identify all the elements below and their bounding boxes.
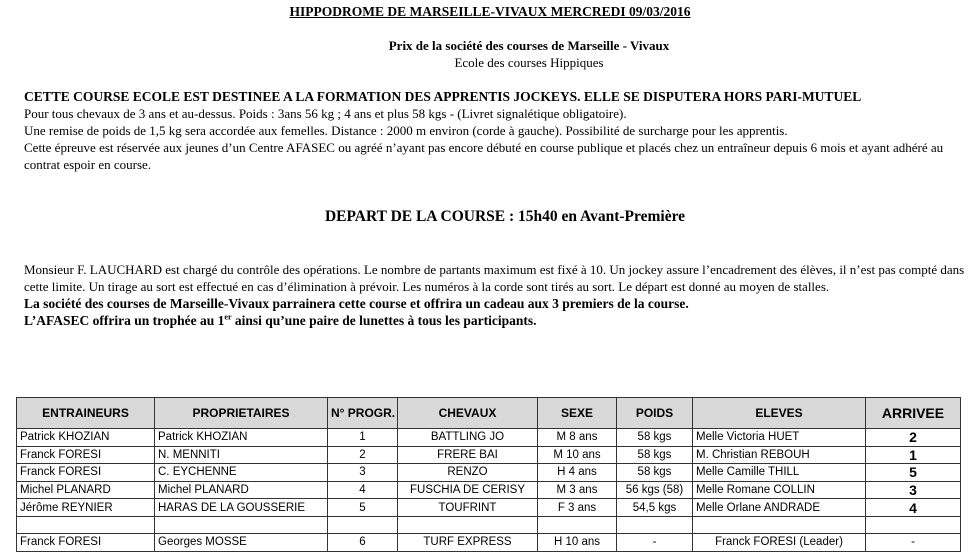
empty-cell (617, 516, 693, 533)
owner-cell: HARAS DE LA GOUSSERIE (155, 499, 328, 517)
student-cell: Melle Victoria HUET (693, 429, 866, 447)
arrival-cell: 3 (866, 481, 961, 499)
table-row (17, 499, 961, 517)
student-cell: Melle Orlane ANDRADE (693, 499, 866, 517)
weight-cell: 58 kgs (617, 464, 693, 482)
trainer-cell: Franck FORESI (17, 464, 155, 482)
horse-cell: FUSCHIA DE CERISY (398, 481, 538, 499)
empty-cell (866, 516, 961, 533)
empty-cell (17, 516, 155, 533)
student-cell: Franck FORESI (Leader) (693, 533, 866, 551)
column-header: CHEVAUX (398, 398, 538, 429)
student-cell: M. Christian REBOUH (693, 446, 866, 464)
empty-cell (398, 516, 538, 533)
owner-cell: Georges MOSSE (155, 533, 328, 551)
conditions-line: Cette épreuve est réservée aux jeunes d’un Centre AFASEC ou agréé n’ayant pas encore débuté en course publique et placés chez un entraîneur depuis 6 mois et ayant adhéré au contrat espoir en course. (24, 140, 944, 172)
race-conditions (24, 88, 974, 173)
departure-time: DEPART DE LA COURSE : 15h40 en Avant-Première (324, 208, 686, 225)
trainer-cell: Jérôme REYNIER (17, 499, 155, 517)
owner-cell: C. EYCHENNE (155, 464, 328, 482)
afasec-superscript: er (224, 312, 232, 322)
arrival-cell: - (866, 533, 961, 551)
operations-paragraph: Monsieur F. LAUCHARD est chargé du contrôle des opérations. Le nombre de partants maximum est fixé à 10. Un jockey assure l’encadrement des élèves, il n’est pas compté dans cette limite. Un tirage au sort est effectué en cas d’élimination à prévoir. Les numéros à la corde sont tirés au sort. Le départ est donné au moyen de stalles. (24, 262, 965, 294)
sponsor-line: La société des courses de Marseille-Vivaux parrainera cette course et offrira un cadeau aux 3 premiers de la course. (24, 296, 689, 311)
trainer-cell: Michel PLANARD (17, 481, 155, 499)
arrival-cell: 1 (866, 446, 961, 464)
student-cell: Melle Romane COLLIN (693, 481, 866, 499)
weight-cell: 56 kgs (58) (617, 481, 693, 499)
owner-cell: N. MENNITI (155, 446, 328, 464)
program-number-cell: 1 (328, 429, 398, 447)
empty-cell (328, 516, 398, 533)
table-row (17, 446, 961, 464)
sex-cell: F 3 ans (538, 499, 617, 517)
leader-row (17, 533, 961, 551)
horse-cell: FRERE BAI (398, 446, 538, 464)
table-row (17, 429, 961, 447)
operations-info (24, 261, 976, 329)
conditions-line: Pour tous chevaux de 3 ans et au-dessus. Poids : 3ans 56 kg ; 4 ans et plus 58 kgs - (Livret signalétique obligatoire). (24, 106, 627, 121)
weight-cell: 54,5 kgs (617, 499, 693, 517)
weight-cell: - (617, 533, 693, 551)
program-number-cell: 2 (328, 446, 398, 464)
empty-cell (693, 516, 866, 533)
page-title: HIPPODROME DE MARSEILLE-VIVAUX MERCREDI 09/03/2016 (289, 4, 691, 19)
table-header-row (17, 398, 961, 429)
sex-cell: M 10 ans (538, 446, 617, 464)
program-number-cell: 5 (328, 499, 398, 517)
owner-cell: Michel PLANARD (155, 481, 328, 499)
horse-cell: TURF EXPRESS (398, 533, 538, 551)
horse-cell: TOUFRINT (398, 499, 538, 517)
empty-cell (155, 516, 328, 533)
sex-cell: H 4 ans (538, 464, 617, 482)
horse-cell: BATTLING JO (398, 429, 538, 447)
column-header: POIDS (617, 398, 693, 429)
horse-cell: RENZO (398, 464, 538, 482)
column-header: PROPRIETAIRES (155, 398, 328, 429)
arrival-cell: 4 (866, 499, 961, 517)
sex-cell: H 10 ans (538, 533, 617, 551)
student-cell: Melle Camille THILL (693, 464, 866, 482)
empty-cell (538, 516, 617, 533)
table-row (17, 481, 961, 499)
weight-cell: 58 kgs (617, 446, 693, 464)
sex-cell: M 8 ans (538, 429, 617, 447)
column-header: ARRIVEE (866, 398, 961, 429)
runners-table (16, 397, 961, 552)
program-number-cell: 4 (328, 481, 398, 499)
trainer-cell: Franck FORESI (17, 446, 155, 464)
program-number-cell: 3 (328, 464, 398, 482)
prize-name: Prix de la société des courses de Marseille - Vivaux (388, 38, 670, 53)
weight-cell: 58 kgs (617, 429, 693, 447)
sex-cell: M 3 ans (538, 481, 617, 499)
afasec-text: L’AFASEC offrira un trophée au 1 (24, 313, 225, 328)
owner-cell: Patrick KHOZIAN (155, 429, 328, 447)
trainer-cell: Patrick KHOZIAN (17, 429, 155, 447)
column-header: ENTRAINEURS (17, 398, 155, 429)
conditions-line: Une remise de poids de 1,5 kg sera accordée aux femelles. Distance : 2000 m environ (corde à gauche). Possibilité de surcharge pour les apprentis. (24, 123, 788, 138)
table-row (17, 464, 961, 482)
race-lead: CETTE COURSE ECOLE EST DESTINEE A LA FORMATION DES APPRENTIS JOCKEYS. ELLE SE DISPUTERA HORS PARI-MUTUEL (24, 89, 862, 104)
arrival-cell: 2 (866, 429, 961, 447)
afasec-text: ainsi qu’une paire de lunettes à tous les participants. (231, 313, 537, 328)
column-header: ELEVES (693, 398, 866, 429)
afasec-line (24, 312, 976, 329)
school-name: Ecole des courses Hippiques (454, 55, 604, 70)
column-header: SEXE (538, 398, 617, 429)
trainer-cell: Franck FORESI (17, 533, 155, 551)
column-header: N° PROGR. (328, 398, 398, 429)
arrival-cell: 5 (866, 464, 961, 482)
empty-row (17, 516, 961, 533)
program-number-cell: 6 (328, 533, 398, 551)
